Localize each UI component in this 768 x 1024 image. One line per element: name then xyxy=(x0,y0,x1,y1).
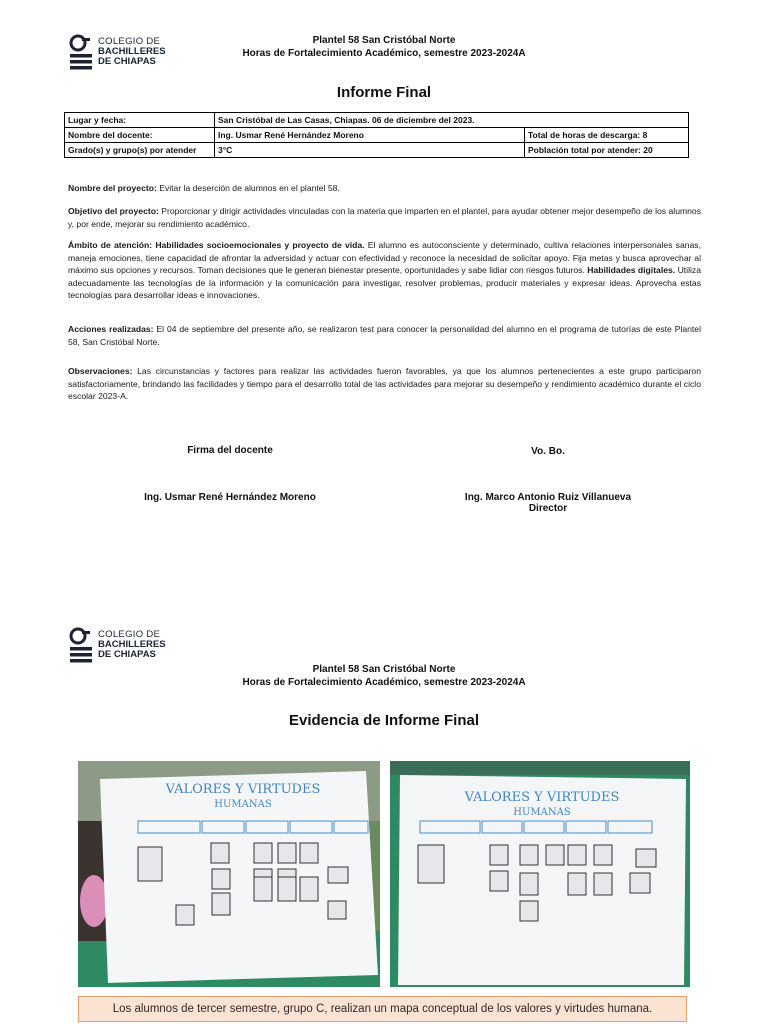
docente-value: Ing. Usmar René Hernández Moreno xyxy=(215,128,525,143)
lugar-value: San Cristóbal de Las Casas, Chiapas. 06 de diciembre del 2023. xyxy=(215,113,689,128)
ambito-paragraph xyxy=(68,239,701,302)
firma-docente-label: Firma del docente xyxy=(187,445,273,456)
horas-value: Total de horas de descarga: 8 xyxy=(525,128,689,143)
table-row xyxy=(65,113,689,128)
objetivo-label: Objetivo del proyecto: xyxy=(68,206,159,216)
ambito-text: El alumno es autoconsciente y determinado, cultiva relaciones interpersonales sanas, maneja emociones, tiene capacidad de afrontar la adversidad y actuar con efectividad y reconoce la necesidad de solicitar apoyo. Fija metas y busca aprovechar al máximo sus opciones y recursos. Toman decisiones que le generan bienestar presente, oportunidades y sabe lidiar con riesgos futuros. xyxy=(68,240,701,275)
director-title: Director xyxy=(528,503,568,514)
ambito-label: Ámbito de atención: xyxy=(68,240,153,250)
proyecto-label: Nombre del proyecto: xyxy=(68,183,157,193)
school-logo-icon xyxy=(68,625,94,665)
director-name xyxy=(428,492,668,514)
proyecto-paragraph xyxy=(68,182,701,195)
grado-label: Grado(s) y grupo(s) por atender xyxy=(65,143,215,158)
director-name-text: Ing. Marco Antonio Ruiz Villanueva xyxy=(464,492,632,503)
logo-line-3: DE CHIAPAS xyxy=(98,56,156,67)
poster-subtitle-1: HUMANAS xyxy=(214,799,272,810)
vobo-label: Vo. Bo. xyxy=(531,446,565,457)
proyecto-text: Evitar la deserción de alumnos en el plantel 58. xyxy=(156,183,340,193)
evidence-title: Evidencia de Informe Final xyxy=(288,712,480,729)
observaciones-label: Observaciones: xyxy=(68,366,133,376)
poster-subtitle-2: HUMANAS xyxy=(513,807,571,818)
header-line-2: Horas de Fortalecimiento Académico, semestre 2023-2024A xyxy=(242,677,526,688)
observaciones-text: Las circunstancias y factores para realizar las actividades fueron favorables, ya que los alumnos pertenecientes a este grupo participaron satisfactoriamente, brindando las facilidades y tiempo para el desarrollo total de las actividades para mejorar su desempeño y rendimiento académico durante el ciclo escolar 2023-A. xyxy=(68,366,701,401)
report-title: Informe Final xyxy=(336,84,432,101)
poblacion-value: Población total por atender: 20 xyxy=(525,143,689,158)
docente-signature-name: Ing. Usmar René Hernández Moreno xyxy=(144,492,316,503)
logo-line-1: COLEGIO DE xyxy=(98,36,161,47)
docente-label: Nombre del docente: xyxy=(65,128,215,143)
grado-value: 3°C xyxy=(215,143,525,158)
logo-line-3: DE CHIAPAS xyxy=(98,649,156,660)
logo-line-1: COLEGIO DE xyxy=(98,629,161,640)
ambito-bold: Habilidades socioemocionales y proyecto de vida. xyxy=(152,240,365,250)
observaciones-paragraph xyxy=(68,365,701,403)
evidence-photo-1 xyxy=(78,761,380,987)
lugar-label: Lugar y fecha: xyxy=(65,113,215,128)
logo-line-2: BACHILLERES xyxy=(98,639,166,650)
poster-title-1: VALORES Y VIRTUDES xyxy=(165,782,321,797)
header-line-1: Plantel 58 San Cristóbal Norte xyxy=(312,35,456,46)
objetivo-paragraph xyxy=(68,205,701,230)
acciones-paragraph xyxy=(68,323,701,348)
digital-label: Habilidades digitales. xyxy=(584,265,676,275)
evidence-caption: Los alumnos de tercer semestre, grupo C, realizan un mapa conceptual de los valores y virtudes humana. xyxy=(78,996,687,1022)
header-line-1: Plantel 58 San Cristóbal Norte xyxy=(312,664,456,675)
digital-text: Utiliza adecuadamente las tecnologías de la información y la comunicación para investigar, resolver problemas, producir materiales y expresar ideas. Aprovecha estas tecnologías para desarrollar ideas e innovaciones. xyxy=(68,265,701,300)
table-row xyxy=(65,143,689,158)
objetivo-text: Proporcionar y dirigir actividades vinculadas con la materia que imparten en el plantel, para ayudar obtener mejor desempeño de los alumnos y, por ende, mejorar su rendimiento académico. xyxy=(68,206,701,229)
logo-line-2: BACHILLERES xyxy=(98,46,166,57)
table-row xyxy=(65,128,689,143)
evidence-photo-2 xyxy=(390,761,690,987)
poster-title-2: VALORES Y VIRTUDES xyxy=(464,790,620,805)
acciones-text: El 04 de septiembre del presente año, se realizaron test para conocer la personalidad del alumno en el programa de tutorías de este Plantel 58, San Cristóbal Norte. xyxy=(68,324,701,347)
header-line-2: Horas de Fortalecimiento Académico, semestre 2023-2024A xyxy=(242,48,526,59)
report-info-table xyxy=(64,112,689,158)
school-logo xyxy=(68,625,166,665)
page-header xyxy=(0,34,768,60)
page-header xyxy=(0,663,768,689)
acciones-label: Acciones realizadas: xyxy=(68,324,154,334)
